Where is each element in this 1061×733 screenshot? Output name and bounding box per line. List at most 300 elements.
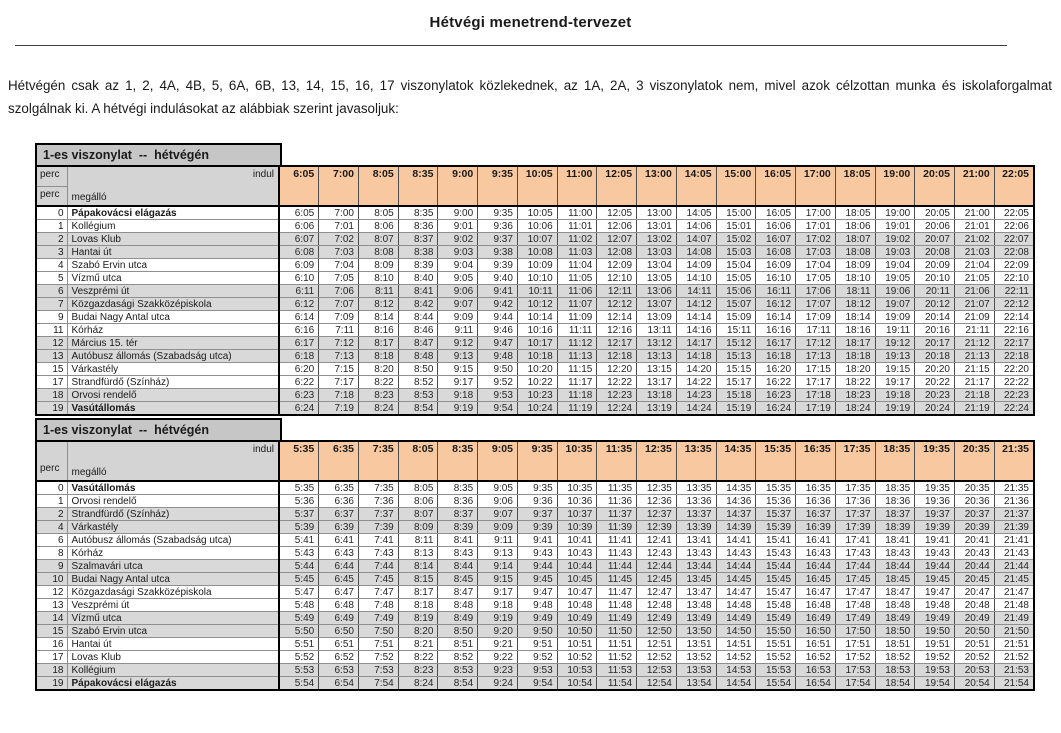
stop-cell: Kollégium — [67, 664, 279, 677]
time-cell: 14:43 — [716, 547, 756, 560]
stop-row — [36, 324, 1034, 337]
departure-header-cell: 15:35 — [756, 441, 796, 481]
time-cell: 8:08 — [358, 246, 398, 259]
time-cell: 17:52 — [835, 651, 875, 664]
time-cell: 20:18 — [915, 350, 955, 363]
time-cell: 14:07 — [676, 233, 716, 246]
time-cell: 19:54 — [915, 677, 955, 691]
time-cell: 18:41 — [875, 534, 915, 547]
time-cell: 15:18 — [716, 389, 756, 402]
departure-header-cell: 16:35 — [796, 441, 836, 481]
time-cell: 11:44 — [597, 560, 637, 573]
time-cell: 7:18 — [319, 389, 359, 402]
time-cell: 16:43 — [796, 547, 836, 560]
time-cell: 13:37 — [676, 508, 716, 521]
stop-row — [36, 363, 1034, 376]
time-cell: 7:48 — [358, 599, 398, 612]
time-cell: 7:03 — [319, 246, 359, 259]
departure-header-cell: 6:35 — [319, 441, 359, 481]
time-cell: 11:03 — [557, 246, 597, 259]
perc-cell: 13 — [36, 350, 67, 363]
time-cell: 10:54 — [557, 677, 597, 691]
time-cell: 19:45 — [915, 573, 955, 586]
time-cell: 22:05 — [994, 206, 1034, 220]
time-cell: 6:37 — [319, 508, 359, 521]
perc-cell: 19 — [36, 402, 67, 416]
time-cell: 7:53 — [358, 664, 398, 677]
time-cell: 15:06 — [716, 285, 756, 298]
time-cell: 6:54 — [319, 677, 359, 691]
time-cell: 11:11 — [557, 324, 597, 337]
time-cell: 5:54 — [279, 677, 319, 691]
time-cell: 16:18 — [756, 350, 796, 363]
time-cell: 5:50 — [279, 625, 319, 638]
perc-cell: 2 — [36, 508, 67, 521]
time-cell: 14:36 — [716, 495, 756, 508]
time-cell: 9:36 — [478, 220, 518, 233]
time-cell: 12:35 — [637, 481, 677, 495]
time-cell: 17:53 — [835, 664, 875, 677]
time-cell: 15:13 — [716, 350, 756, 363]
time-cell: 9:09 — [478, 521, 518, 534]
departure-header-cell: 18:35 — [875, 441, 915, 481]
time-cell: 18:37 — [875, 508, 915, 521]
time-cell: 7:47 — [358, 586, 398, 599]
time-cell: 22:06 — [994, 220, 1034, 233]
time-cell: 12:24 — [597, 402, 637, 416]
time-cell: 16:07 — [756, 233, 796, 246]
time-cell: 19:51 — [915, 638, 955, 651]
time-cell: 19:37 — [915, 508, 955, 521]
time-cell: 12:05 — [597, 206, 637, 220]
stop-cell: Orvosi rendelő — [67, 389, 279, 402]
time-cell: 5:53 — [279, 664, 319, 677]
time-cell: 11:00 — [557, 206, 597, 220]
time-cell: 9:51 — [517, 638, 557, 651]
time-cell: 7:45 — [358, 573, 398, 586]
departure-header-cell: 13:35 — [676, 441, 716, 481]
time-cell: 10:24 — [517, 402, 557, 416]
perc-cell: 15 — [36, 363, 67, 376]
stop-cell: Szabó Ervin utca — [67, 259, 279, 272]
time-cell: 8:15 — [398, 573, 438, 586]
time-cell: 9:12 — [438, 337, 478, 350]
time-cell: 9:43 — [517, 547, 557, 560]
time-cell: 17:07 — [796, 298, 836, 311]
time-cell: 18:10 — [835, 272, 875, 285]
time-cell: 15:12 — [716, 337, 756, 350]
time-cell: 21:41 — [994, 534, 1034, 547]
time-cell: 9:06 — [438, 285, 478, 298]
time-cell: 12:10 — [597, 272, 637, 285]
time-cell: 14:54 — [716, 677, 756, 691]
time-cell: 12:48 — [637, 599, 677, 612]
stop-row — [36, 508, 1034, 521]
departure-header-cell: 10:35 — [557, 441, 597, 481]
time-cell: 7:52 — [358, 651, 398, 664]
time-cell: 20:24 — [915, 402, 955, 416]
time-cell: 20:14 — [915, 311, 955, 324]
time-cell: 11:05 — [557, 272, 597, 285]
time-cell: 18:36 — [875, 495, 915, 508]
perc-cell: 19 — [36, 677, 67, 691]
time-cell: 8:10 — [358, 272, 398, 285]
time-cell: 7:41 — [358, 534, 398, 547]
time-cell: 13:04 — [637, 259, 677, 272]
time-cell: 17:43 — [835, 547, 875, 560]
time-cell: 19:44 — [915, 560, 955, 573]
stop-row — [36, 612, 1034, 625]
time-cell: 12:50 — [637, 625, 677, 638]
time-cell: 11:43 — [597, 547, 637, 560]
time-cell: 7:15 — [319, 363, 359, 376]
time-cell: 14:08 — [676, 246, 716, 259]
time-cell: 12:14 — [597, 311, 637, 324]
time-cell: 19:35 — [915, 481, 955, 495]
time-cell: 13:47 — [676, 586, 716, 599]
time-cell: 19:00 — [875, 206, 915, 220]
perc-label-top: perc — [40, 169, 60, 180]
stop-cell: Veszprémi út — [67, 599, 279, 612]
time-cell: 8:21 — [398, 638, 438, 651]
time-cell: 8:14 — [358, 311, 398, 324]
time-cell: 17:03 — [796, 246, 836, 259]
time-cell: 10:16 — [517, 324, 557, 337]
time-cell: 21:19 — [954, 402, 994, 416]
time-cell: 8:49 — [438, 612, 478, 625]
time-cell: 12:47 — [637, 586, 677, 599]
time-cell: 17:41 — [835, 534, 875, 547]
time-cell: 16:05 — [756, 206, 796, 220]
time-cell: 18:16 — [835, 324, 875, 337]
time-cell: 12:49 — [637, 612, 677, 625]
time-cell: 21:15 — [954, 363, 994, 376]
time-cell: 11:41 — [597, 534, 637, 547]
stop-cell: Vasútállomás — [67, 402, 279, 416]
time-cell: 7:01 — [319, 220, 359, 233]
perc-cell: 7 — [36, 298, 67, 311]
time-cell: 20:51 — [954, 638, 994, 651]
time-cell: 20:49 — [954, 612, 994, 625]
time-cell: 8:14 — [398, 560, 438, 573]
stop-cell: Közgazdasági Szakközépiskola — [67, 586, 279, 599]
time-cell: 10:50 — [557, 625, 597, 638]
time-cell: 8:17 — [398, 586, 438, 599]
timetable-return — [35, 418, 1035, 691]
time-cell: 13:05 — [637, 272, 677, 285]
time-cell: 8:18 — [358, 350, 398, 363]
time-cell: 21:06 — [954, 285, 994, 298]
time-cell: 19:53 — [915, 664, 955, 677]
time-cell: 5:48 — [279, 599, 319, 612]
time-cell: 9:17 — [438, 376, 478, 389]
time-cell: 20:52 — [954, 651, 994, 664]
time-cell: 12:44 — [637, 560, 677, 573]
time-cell: 14:20 — [676, 363, 716, 376]
stop-header-labels — [68, 442, 279, 480]
stop-cell: Vízmű utca — [67, 272, 279, 285]
time-cell: 8:52 — [438, 651, 478, 664]
time-cell: 20:05 — [915, 206, 955, 220]
stop-cell: Pápakovácsi elágazás — [67, 677, 279, 691]
time-cell: 12:16 — [597, 324, 637, 337]
time-cell: 13:02 — [637, 233, 677, 246]
time-cell: 12:37 — [637, 508, 677, 521]
time-cell: 9:13 — [478, 547, 518, 560]
perc-cell: 17 — [36, 651, 67, 664]
time-cell: 8:54 — [398, 402, 438, 416]
time-cell: 8:11 — [358, 285, 398, 298]
time-cell: 9:15 — [438, 363, 478, 376]
stop-cell: Várkastély — [67, 363, 279, 376]
time-cell: 20:11 — [915, 285, 955, 298]
time-cell: 20:41 — [954, 534, 994, 547]
time-cell: 7:00 — [319, 206, 359, 220]
time-cell: 18:12 — [835, 298, 875, 311]
time-cell: 21:44 — [994, 560, 1034, 573]
time-cell: 21:37 — [994, 508, 1034, 521]
time-cell: 18:47 — [875, 586, 915, 599]
time-cell: 12:07 — [597, 233, 637, 246]
time-cell: 6:07 — [279, 233, 319, 246]
stop-header-cell — [67, 441, 279, 481]
time-cell: 9:07 — [478, 508, 518, 521]
time-cell: 20:07 — [915, 233, 955, 246]
stop-cell: Hantai út — [67, 246, 279, 259]
departure-header-cell: 15:00 — [716, 166, 756, 206]
time-cell: 9:19 — [438, 402, 478, 416]
perc-cell: 0 — [36, 481, 67, 495]
time-cell: 16:53 — [796, 664, 836, 677]
time-cell: 19:13 — [875, 350, 915, 363]
stop-row — [36, 560, 1034, 573]
time-cell: 8:40 — [398, 272, 438, 285]
perc-cell: 4 — [36, 521, 67, 534]
stop-cell: Budai Nagy Antal utca — [67, 311, 279, 324]
time-cell: 20:43 — [954, 547, 994, 560]
stop-cell: Strandfürdő (Színház) — [67, 508, 279, 521]
time-cell: 11:19 — [557, 402, 597, 416]
time-cell: 15:04 — [716, 259, 756, 272]
time-cell: 9:40 — [478, 272, 518, 285]
time-cell: 8:17 — [358, 337, 398, 350]
departure-header-cell: 8:05 — [358, 166, 398, 206]
time-cell: 16:36 — [796, 495, 836, 508]
time-cell: 18:14 — [835, 311, 875, 324]
time-cell: 9:48 — [517, 599, 557, 612]
time-cell: 20:54 — [954, 677, 994, 691]
timetable-table — [35, 440, 1035, 691]
time-cell: 19:43 — [915, 547, 955, 560]
perc-cell: 17 — [36, 376, 67, 389]
time-cell: 8:48 — [438, 599, 478, 612]
time-cell: 9:47 — [478, 337, 518, 350]
stop-row — [36, 495, 1034, 508]
time-cell: 21:50 — [994, 625, 1034, 638]
time-cell: 21:03 — [954, 246, 994, 259]
time-cell: 20:09 — [915, 259, 955, 272]
time-cell: 15:45 — [756, 573, 796, 586]
departure-header-cell: 12:05 — [597, 166, 637, 206]
time-cell: 9:11 — [438, 324, 478, 337]
time-cell: 19:01 — [875, 220, 915, 233]
time-cell: 17:39 — [835, 521, 875, 534]
time-cell: 20:06 — [915, 220, 955, 233]
time-cell: 21:36 — [994, 495, 1034, 508]
perc-cell: 14 — [36, 612, 67, 625]
time-cell: 12:23 — [597, 389, 637, 402]
time-cell: 6:51 — [319, 638, 359, 651]
stop-row — [36, 233, 1034, 246]
corner-labels — [37, 442, 67, 480]
time-cell: 9:49 — [517, 612, 557, 625]
time-cell: 9:38 — [478, 246, 518, 259]
perc-cell: 18 — [36, 389, 67, 402]
stop-cell: Közgazdasági Szakközépiskola — [67, 298, 279, 311]
perc-cell: 1 — [36, 220, 67, 233]
time-cell: 8:38 — [398, 246, 438, 259]
stop-cell: Strandfürdő (Színház) — [67, 376, 279, 389]
time-cell: 9:22 — [478, 651, 518, 664]
time-cell: 15:37 — [756, 508, 796, 521]
time-cell: 7:06 — [319, 285, 359, 298]
time-cell: 17:00 — [796, 206, 836, 220]
time-cell: 12:54 — [637, 677, 677, 691]
time-cell: 6:47 — [319, 586, 359, 599]
perc-cell: 12 — [36, 586, 67, 599]
time-cell: 14:53 — [716, 664, 756, 677]
time-cell: 21:18 — [954, 389, 994, 402]
time-cell: 10:45 — [557, 573, 597, 586]
departure-header-cell: 16:05 — [756, 166, 796, 206]
timetable-title: 1-es viszonylat -- hétvégén — [35, 418, 282, 440]
title-divider — [15, 45, 1007, 46]
perc-cell: 6 — [36, 534, 67, 547]
stop-row — [36, 677, 1034, 691]
time-cell: 21:11 — [954, 324, 994, 337]
time-cell: 20:48 — [954, 599, 994, 612]
time-cell: 21:09 — [954, 311, 994, 324]
time-cell: 19:03 — [875, 246, 915, 259]
time-cell: 5:49 — [279, 612, 319, 625]
time-cell: 16:17 — [756, 337, 796, 350]
time-cell: 14:12 — [676, 298, 716, 311]
departure-header-cell: 12:35 — [637, 441, 677, 481]
stop-header-cell — [67, 166, 279, 206]
time-cell: 14:44 — [716, 560, 756, 573]
time-cell: 14:14 — [676, 311, 716, 324]
time-cell: 8:52 — [398, 376, 438, 389]
time-cell: 16:16 — [756, 324, 796, 337]
stop-cell: Hantai út — [67, 638, 279, 651]
time-cell: 7:50 — [358, 625, 398, 638]
time-cell: 20:23 — [915, 389, 955, 402]
time-cell: 11:48 — [597, 599, 637, 612]
time-cell: 14:50 — [716, 625, 756, 638]
time-cell: 16:49 — [796, 612, 836, 625]
time-cell: 9:17 — [478, 586, 518, 599]
stop-cell: Március 15. tér — [67, 337, 279, 350]
time-cell: 13:00 — [637, 206, 677, 220]
departure-header-cell: 6:05 — [279, 166, 319, 206]
time-cell: 7:36 — [358, 495, 398, 508]
time-cell: 6:23 — [279, 389, 319, 402]
stop-cell: Autóbusz állomás (Szabadság utca) — [67, 534, 279, 547]
time-cell: 12:11 — [597, 285, 637, 298]
time-cell: 15:43 — [756, 547, 796, 560]
stop-cell: Vízmű utca — [67, 612, 279, 625]
departure-header-cell: 9:00 — [438, 166, 478, 206]
time-cell: 9:02 — [438, 233, 478, 246]
time-cell: 9:48 — [478, 350, 518, 363]
time-cell: 22:17 — [994, 337, 1034, 350]
time-cell: 21:01 — [954, 220, 994, 233]
stop-cell: Lovas Klub — [67, 651, 279, 664]
time-cell: 17:35 — [835, 481, 875, 495]
stop-row — [36, 206, 1034, 220]
corner-cell — [36, 166, 67, 206]
time-cell: 18:08 — [835, 246, 875, 259]
time-cell: 9:46 — [478, 324, 518, 337]
time-cell: 16:11 — [756, 285, 796, 298]
time-cell: 8:05 — [358, 206, 398, 220]
time-cell: 14:48 — [716, 599, 756, 612]
time-cell: 16:12 — [756, 298, 796, 311]
time-cell: 9:54 — [478, 402, 518, 416]
time-cell: 20:53 — [954, 664, 994, 677]
time-cell: 18:51 — [875, 638, 915, 651]
time-cell: 16:10 — [756, 272, 796, 285]
time-cell: 20:37 — [954, 508, 994, 521]
time-cell: 19:17 — [875, 376, 915, 389]
time-cell: 17:50 — [835, 625, 875, 638]
time-cell: 11:18 — [557, 389, 597, 402]
time-cell: 20:08 — [915, 246, 955, 259]
time-cell: 11:39 — [597, 521, 637, 534]
time-cell: 15:54 — [756, 677, 796, 691]
time-cell: 10:43 — [557, 547, 597, 560]
time-cell: 6:09 — [279, 259, 319, 272]
time-cell: 9:37 — [478, 233, 518, 246]
time-cell: 15:53 — [756, 664, 796, 677]
time-cell: 13:17 — [637, 376, 677, 389]
time-cell: 22:11 — [994, 285, 1034, 298]
time-cell: 13:51 — [676, 638, 716, 651]
time-cell: 7:13 — [319, 350, 359, 363]
time-cell: 10:08 — [517, 246, 557, 259]
perc-cell: 1 — [36, 495, 67, 508]
time-cell: 10:44 — [557, 560, 597, 573]
time-cell: 13:06 — [637, 285, 677, 298]
time-cell: 9:06 — [478, 495, 518, 508]
time-cell: 12:08 — [597, 246, 637, 259]
departure-header-cell: 19:00 — [875, 166, 915, 206]
time-cell: 11:51 — [597, 638, 637, 651]
time-cell: 15:35 — [756, 481, 796, 495]
time-cell: 17:01 — [796, 220, 836, 233]
time-cell: 19:39 — [915, 521, 955, 534]
time-cell: 13:39 — [676, 521, 716, 534]
time-cell: 17:37 — [835, 508, 875, 521]
time-cell: 21:45 — [994, 573, 1034, 586]
time-cell: 10:18 — [517, 350, 557, 363]
time-cell: 5:45 — [279, 573, 319, 586]
time-cell: 18:53 — [875, 664, 915, 677]
stop-cell: Szabó Ervin utca — [67, 625, 279, 638]
departure-header-cell: 5:35 — [279, 441, 319, 481]
time-cell: 10:39 — [557, 521, 597, 534]
time-cell: 18:23 — [835, 389, 875, 402]
